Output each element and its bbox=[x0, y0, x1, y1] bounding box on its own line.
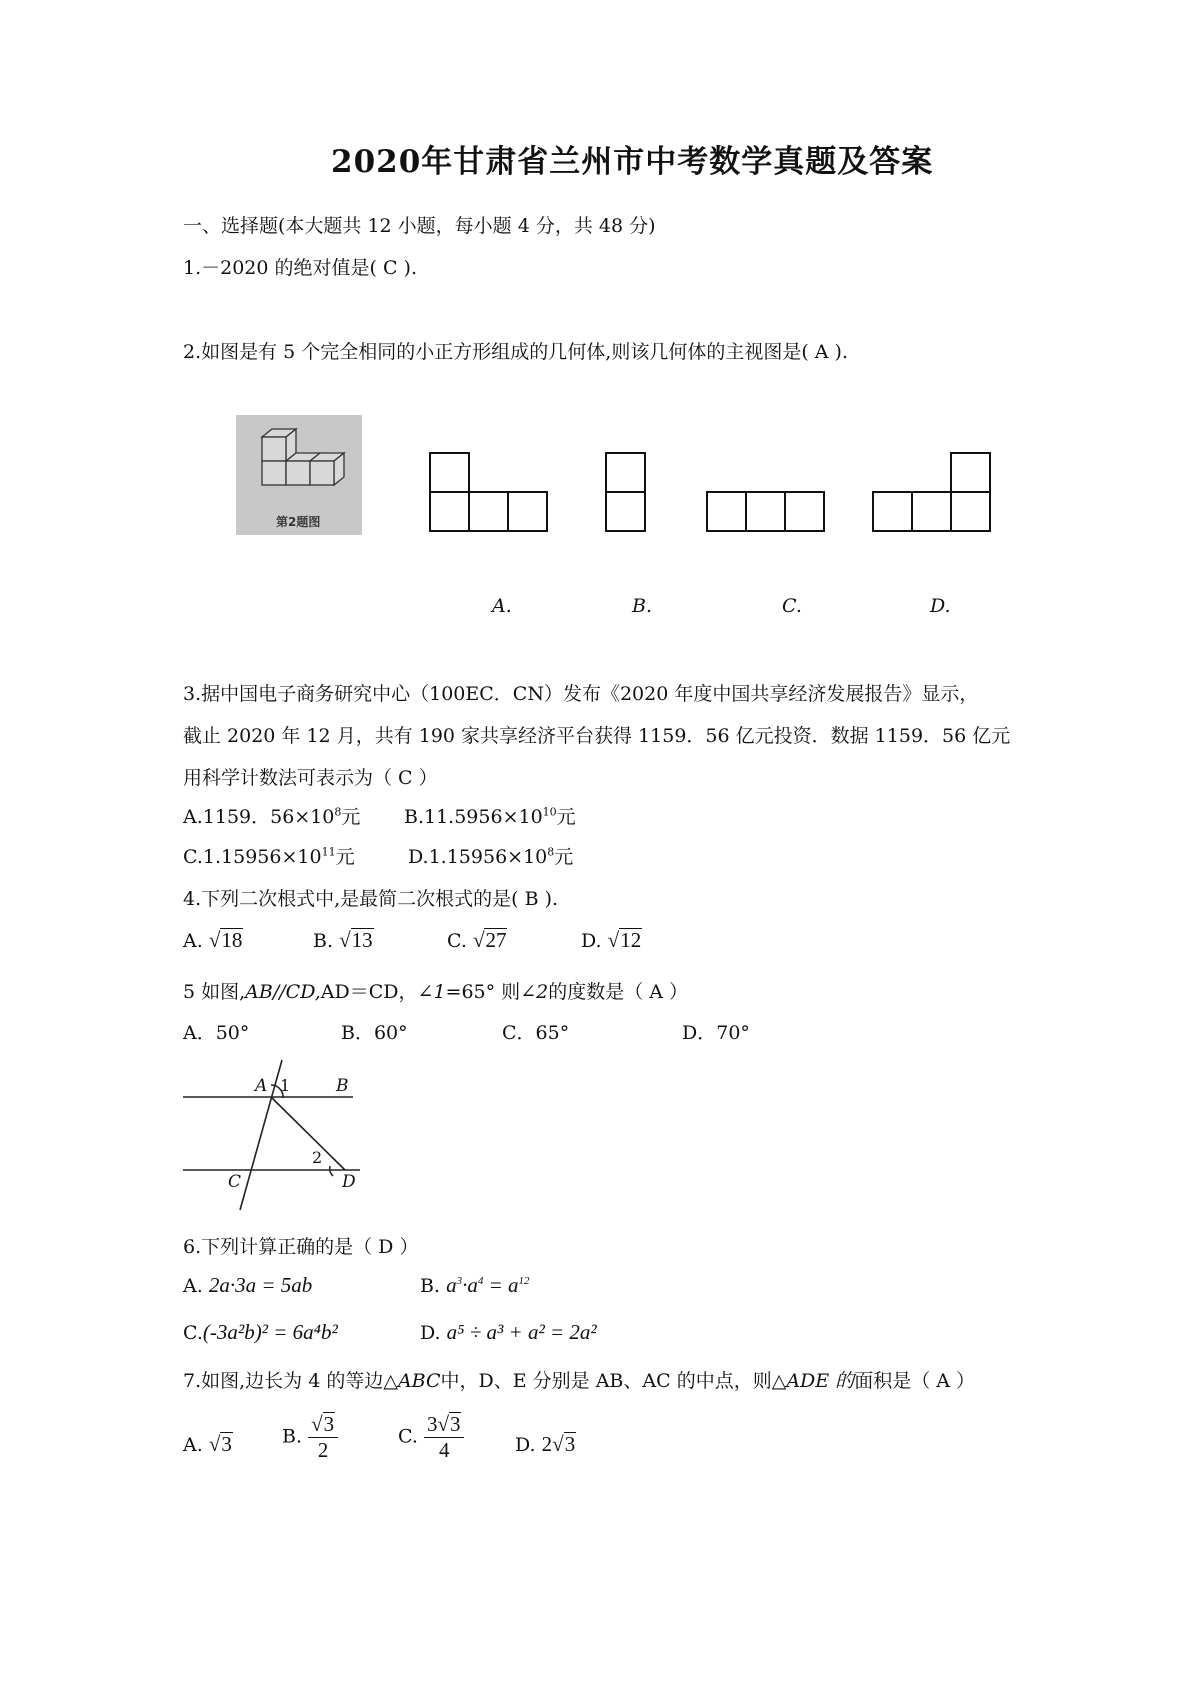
q6-option-d: D. a⁵ ÷ a³ + a² = 2a² bbox=[420, 1320, 597, 1344]
fig-label-d: D bbox=[342, 1172, 356, 1192]
question-7: 7.如图,边长为 4 的等边△ABC中，D、E 分别是 AB、AC 的中点，则△ADE 的面积是（ A ） bbox=[183, 1370, 975, 1392]
page-title: 2020年甘肃省兰州市中考数学真题及答案 bbox=[331, 144, 934, 180]
fig-label-1: 1 bbox=[280, 1076, 291, 1095]
q5-option-b: B．60° bbox=[341, 1022, 408, 1044]
q2-option-d-label: D. bbox=[930, 595, 951, 617]
q4-option-c: C. √27 bbox=[447, 928, 507, 952]
q5-option-d: D．70° bbox=[682, 1022, 750, 1044]
fig-label-a: A bbox=[255, 1076, 268, 1096]
question-3-line-2: 截止 2020 年 12 月，共有 190 家共享经济平台获得 1159．56 亿元投资．数据 1159．56 亿元 bbox=[183, 725, 1011, 747]
q3-option-d: $D.1.15956\times 10^8$元 bbox=[408, 845, 574, 868]
question-3-line-1: 3.据中国电子商务研究中心（100EC．CN）发布《2020 年度中国共享经济发展报告》显示， bbox=[183, 683, 979, 705]
q4-option-a: A. √18 bbox=[183, 928, 243, 952]
question-4: 4.下列二次根式中,是最简二次根式的是( B ). bbox=[183, 888, 559, 910]
q2-option-a-label: A. bbox=[492, 595, 512, 617]
q3-option-c: $C.1.15956\times 10^{11}$元 bbox=[183, 845, 355, 868]
angle-2-arc bbox=[330, 1166, 333, 1176]
section-heading: 一、选择题(本大题共 12 小题，每小题 4 分，共 48 分) bbox=[183, 215, 656, 237]
q3-option-a: A.1159．$56\times 10^8$元 bbox=[183, 805, 361, 828]
question-1: 1.－2020 的绝对值是( C ). bbox=[183, 257, 418, 279]
q6-option-b: B. $a^3\cdot a^4 = a^{12}$ bbox=[420, 1273, 530, 1297]
q6-option-a: A. 2a·3a = 5ab bbox=[183, 1273, 313, 1297]
segment-ad bbox=[271, 1097, 345, 1170]
q7-option-d: D. 2√3 bbox=[515, 1432, 576, 1456]
question-5: 5 如图,AB//CD,AD＝CD，∠1=65° 则∠2的度数是（ A ） bbox=[183, 981, 689, 1003]
q5-option-a: A．50° bbox=[183, 1022, 250, 1044]
q7-option-b: B. $\frac{√3}{2}$ bbox=[282, 1412, 338, 1463]
q7-option-c: C. $\frac{3√3}{4}$ bbox=[398, 1412, 464, 1463]
q5-option-c: C．65° bbox=[502, 1022, 570, 1044]
question-3-line-3: 用科学计数法可表示为（ C ） bbox=[183, 767, 438, 789]
q7-option-a: A. √3 bbox=[183, 1432, 232, 1456]
q2-photo-caption: 第2题图 bbox=[276, 515, 321, 529]
fig-label-b: B bbox=[336, 1076, 349, 1096]
q4-option-d: D. √12 bbox=[581, 928, 642, 952]
question-6: 6.下列计算正确的是（ D ） bbox=[183, 1236, 419, 1258]
question-2: 2.如图是有 5 个完全相同的小正方形组成的几何体,则该几何体的主视图是( A ). bbox=[183, 341, 849, 363]
q2-option-b-label: B. bbox=[632, 595, 653, 617]
q3-option-b: $B.11.5956\times 10^{10}$元 bbox=[404, 805, 576, 828]
q6-option-c: C.(-3a²b)² = 6a⁴b² bbox=[183, 1320, 338, 1344]
fig-label-2: 2 bbox=[312, 1148, 323, 1167]
fig-label-c: C bbox=[228, 1172, 242, 1192]
q2-option-c-label: C. bbox=[782, 595, 802, 617]
q4-option-b: B. √13 bbox=[313, 928, 373, 952]
